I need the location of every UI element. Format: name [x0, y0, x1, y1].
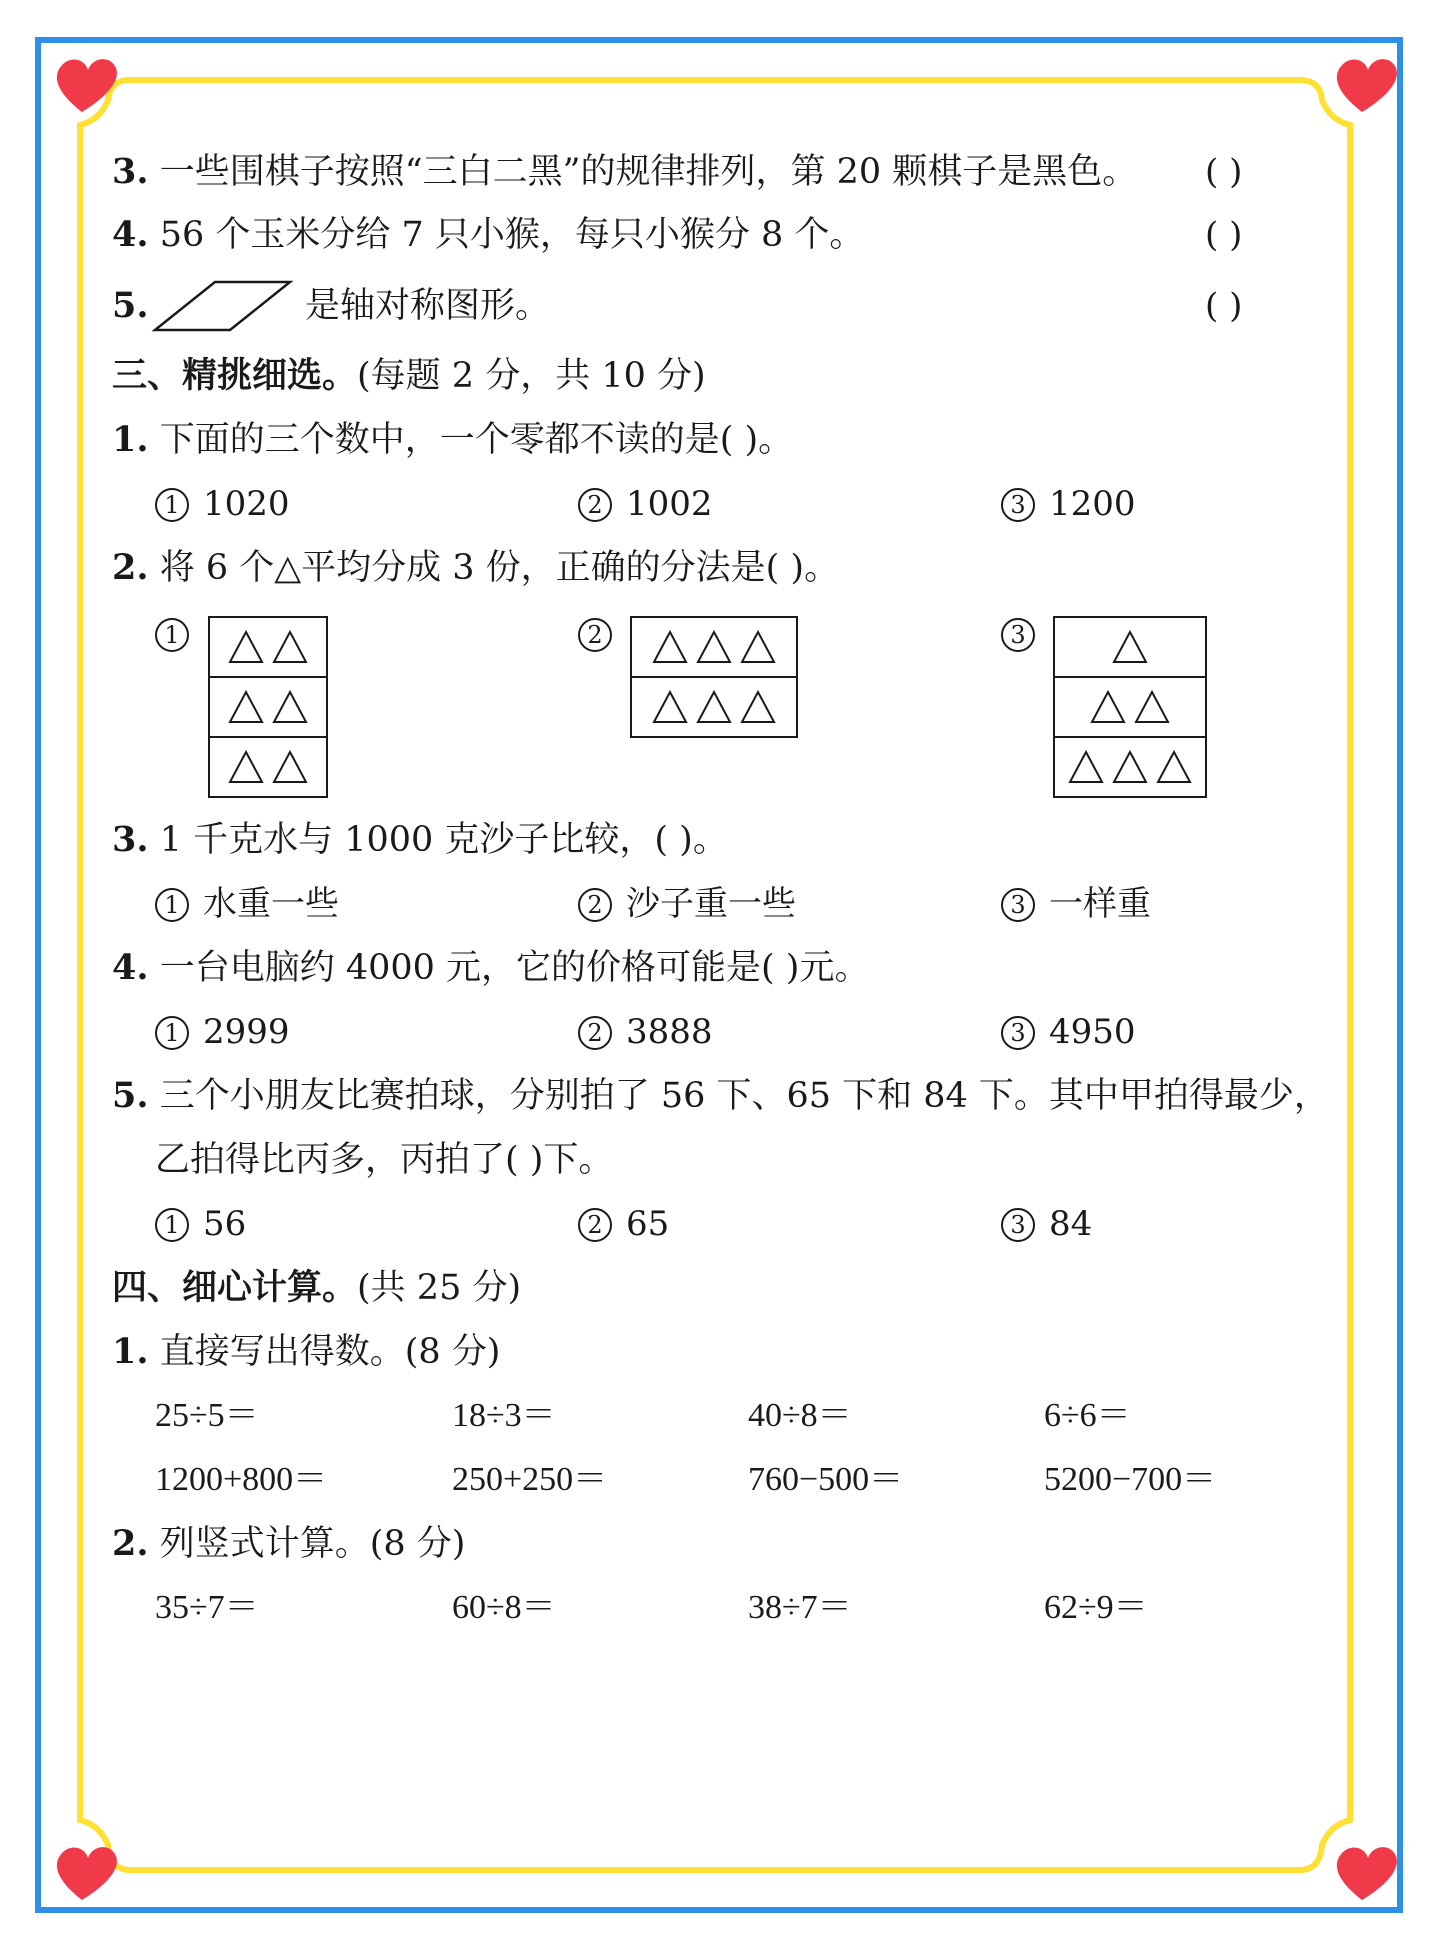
option-1[interactable]: 1 2999: [155, 1012, 290, 1052]
section-title: 四、细心计算。: [112, 1267, 358, 1308]
option-3[interactable]: 3 1200: [1001, 484, 1136, 524]
option-2[interactable]: 2 1002: [578, 484, 713, 524]
option-1[interactable]: 1 56: [155, 1204, 246, 1244]
question-number: 3.: [112, 151, 149, 192]
option-3[interactable]: 3 一样重: [1001, 884, 1151, 924]
calc-item[interactable]: 38÷7＝: [748, 1589, 852, 1626]
circled-number-1: 1: [155, 618, 189, 652]
circled-number-3: 3: [1001, 888, 1035, 922]
circled-number-2: 2: [578, 888, 612, 922]
option-3[interactable]: 3 84: [1001, 1204, 1092, 1244]
calc-item[interactable]: 6÷6＝: [1044, 1397, 1131, 1434]
section-note: (共 25 分): [357, 1268, 522, 1308]
question-text: 下面的三个数中，一个零都不读的是( )。: [159, 420, 794, 460]
judge-4: [112, 215, 864, 255]
calc-item[interactable]: 760−500＝: [748, 1461, 904, 1498]
s3-question-4: [112, 948, 869, 988]
question-number: 3.: [112, 819, 149, 860]
circled-number-3: 3: [1001, 1016, 1035, 1050]
heart-icon: [1337, 59, 1397, 112]
calc-item[interactable]: 250+250＝: [452, 1461, 608, 1498]
question-number: 1.: [112, 1331, 149, 1372]
option-3[interactable]: 3 4950: [1001, 1012, 1136, 1052]
s3-question-3: [112, 820, 728, 860]
question-text: 三个小朋友比赛拍球，分别拍了 56 下、65 下和 84 下。其中甲拍得最少，: [159, 1076, 1329, 1116]
circled-number-3: 3: [1001, 618, 1035, 652]
s4-question-1: [112, 1332, 500, 1372]
answer-bracket[interactable]: ( ): [1205, 152, 1243, 192]
option-1[interactable]: 1 水重一些: [155, 884, 339, 924]
question-number: 4.: [112, 947, 149, 988]
calc-item[interactable]: 1200+800＝: [155, 1461, 328, 1498]
calc-item[interactable]: 5200−700＝: [1044, 1461, 1217, 1498]
option-3[interactable]: [1001, 614, 1049, 654]
triangle-box-option-2: [630, 616, 798, 738]
circled-number-1: 1: [155, 1016, 189, 1050]
circled-number-2: 2: [578, 488, 612, 522]
option-2[interactable]: [578, 614, 626, 654]
section-4-heading: [112, 1268, 521, 1308]
calc-item[interactable]: 35÷7＝: [155, 1589, 259, 1626]
calc-item[interactable]: 25÷5＝: [155, 1397, 259, 1434]
question-number: 4.: [112, 214, 149, 255]
calc-item[interactable]: 62÷9＝: [1044, 1589, 1148, 1626]
option-2[interactable]: 2 3888: [578, 1012, 713, 1052]
answer-bracket[interactable]: ( ): [1205, 215, 1243, 255]
question-text: 一台电脑约 4000 元，它的价格可能是( )元。: [159, 948, 870, 988]
judge-3: [112, 152, 1137, 192]
section-note: (每题 2 分，共 10 分): [357, 356, 706, 396]
section-3-heading: [112, 356, 706, 396]
judge-5: [112, 286, 149, 326]
section-title: 三、精挑细选。: [112, 355, 358, 396]
circled-number-3: 3: [1001, 1208, 1035, 1242]
option-1[interactable]: [155, 614, 203, 654]
heart-icon: [57, 1847, 117, 1900]
s3-question-2: [112, 548, 839, 588]
question-number: 5.: [112, 285, 149, 326]
option-2[interactable]: 2 65: [578, 1204, 669, 1244]
question-text: 将 6 个△平均分成 3 份，正确的分法是( )。: [159, 548, 840, 588]
calc-item[interactable]: 40÷8＝: [748, 1397, 852, 1434]
circled-number-1: 1: [155, 488, 189, 522]
question-text-cont: 乙拍得比丙多，丙拍了( )下。: [155, 1140, 614, 1180]
question-text: 一些围棋子按照“三白二黑”的规律排列，第 20 颗棋子是黑色。: [159, 152, 1138, 192]
circled-number-2: 2: [578, 1208, 612, 1242]
option-1[interactable]: 1 1020: [155, 484, 290, 524]
calc-item[interactable]: 18÷3＝: [452, 1397, 556, 1434]
question-text: 列竖式计算。(8 分): [159, 1524, 466, 1564]
s4-question-2: [112, 1524, 465, 1564]
s3-question-5: [112, 1076, 1329, 1116]
option-2[interactable]: 2 沙子重一些: [578, 884, 796, 924]
question-text: 1 千克水与 1000 克沙子比较，( )。: [159, 820, 728, 860]
circled-number-3: 3: [1001, 488, 1035, 522]
circled-number-2: 2: [578, 618, 612, 652]
triangle-box-option-3: [1053, 616, 1207, 798]
circled-number-2: 2: [578, 1016, 612, 1050]
answer-bracket[interactable]: ( ): [1205, 286, 1243, 326]
heart-icon: [1337, 1847, 1397, 1900]
question-number: 2.: [112, 1523, 149, 1564]
circled-number-1: 1: [155, 888, 189, 922]
question-text: 直接写出得数。(8 分): [159, 1332, 501, 1372]
question-number: 2.: [112, 547, 149, 588]
question-number: 5.: [112, 1075, 149, 1116]
question-text: 是轴对称图形。: [305, 286, 551, 326]
calc-item[interactable]: 60÷8＝: [452, 1589, 556, 1626]
triangle-box-option-1: [208, 616, 328, 798]
question-number: 1.: [112, 419, 149, 460]
question-text: 56 个玉米分给 7 只小猴，每只小猴分 8 个。: [159, 215, 865, 255]
parallelogram-shape: [155, 282, 290, 330]
circled-number-1: 1: [155, 1208, 189, 1242]
s3-question-1: [112, 420, 793, 460]
